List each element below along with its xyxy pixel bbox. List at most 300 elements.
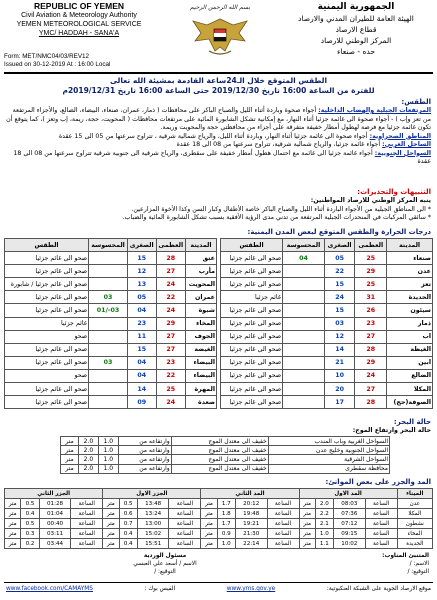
table-row [5, 278, 217, 291]
tide-unit: متر [201, 519, 217, 529]
tide-unit: متر [201, 529, 217, 539]
city-name: الصوفة(حج) [387, 396, 433, 409]
city-name: تعز [387, 278, 433, 291]
header-ar-line4: المركز الوطني للارصاد [320, 36, 392, 45]
tide-unit: متر [299, 509, 315, 519]
tide-time-label: الساعة [267, 519, 299, 529]
header-en-line2: Civil Aviation & Meteorology Authority [21, 12, 137, 19]
emblem [185, 4, 255, 64]
tide-unit: متر [299, 519, 315, 529]
city-name: المهرة [186, 383, 217, 396]
temp-felt [283, 383, 325, 396]
temp-felt [89, 396, 128, 409]
temp-felt [89, 317, 128, 330]
table-row [221, 383, 433, 396]
temp-felt [283, 330, 325, 343]
temp-felt [283, 278, 325, 291]
temps-tables [4, 238, 433, 409]
weather-desc: صحو الى غائم جزئيا [221, 396, 283, 409]
warning-item-fog: * سائقي المركبات في المنحدرات الجبلية المرتفعة من تدني مدى الرؤية الأفقية بسبب تشكل الشابورة المائية والضباب. [122, 214, 431, 221]
temp-low: 05 [127, 291, 156, 304]
tide-height: 0.5 [21, 519, 39, 529]
table-row [5, 369, 217, 382]
temp-high: 29 [355, 265, 387, 278]
temp-low: 22 [324, 265, 355, 278]
table-row [221, 278, 433, 291]
col-weather: الطقس [5, 239, 89, 252]
tide-time: 01:04 [39, 509, 71, 519]
tide-height: 0.7 [119, 519, 137, 529]
temp-felt [89, 252, 128, 265]
tide-col-first-flood: المد الاول [299, 489, 397, 499]
city-name: المخاء [186, 317, 217, 330]
footer-shift [100, 552, 230, 576]
tide-time: 03:44 [39, 539, 71, 549]
city-name: ذمار [387, 317, 433, 330]
temp-low: 13 [127, 278, 156, 291]
table-row [5, 252, 217, 265]
temp-low: 15 [324, 278, 355, 291]
footer-officer [329, 552, 429, 576]
tide-time: 07:12 [334, 519, 366, 529]
tide-time-label: الساعة [267, 539, 299, 549]
website-label: موقع الارصاد الجوية على الشبكة العنكبوتية: [326, 586, 431, 592]
desert-text: أجواء صحوة الى غائمة جزئيا أثناء النهار، وباردة أثناء الليل، والرياح شمالية شرقية ، تتراوح سرعتها من 05 الى 15 عقدة [58, 132, 368, 140]
issued-time: Issued on 30-12-2019 At : 16:00 Local [4, 61, 111, 68]
temps-heading: درجات الحرارة والطقس المتوقع لبعض المدن اليمنية: [247, 228, 431, 236]
header-ar-line2: الهيئة العامة للطيران المدني والارصاد [298, 14, 414, 23]
temp-low: 09 [127, 396, 156, 409]
temp-low: 15 [324, 304, 355, 317]
temp-low: 10 [324, 369, 355, 382]
header-divider [4, 72, 433, 74]
table-row [5, 304, 217, 317]
tide-time-label: الساعة [365, 519, 397, 529]
city-name: عدن [387, 265, 433, 278]
weather-paragraph-highlands [6, 107, 431, 133]
weather-desc: صحو الى غائم جزئيا [221, 278, 283, 291]
west-coast-text: أجواء غائمة جزئيا، والرياح شمالية شرقية، تتراوح سرعتها من 08 الى 18 عقدة [176, 141, 381, 148]
table-row [5, 317, 217, 330]
temp-low: 14 [127, 383, 156, 396]
temp-high: 23 [355, 317, 387, 330]
temp-high: 28 [156, 252, 185, 265]
temp-felt [89, 278, 128, 291]
temp-felt [283, 317, 325, 330]
south-coast-label: السواحل الجنوبية: [374, 149, 431, 157]
tide-time-label: الساعة [267, 499, 299, 509]
temps-table-right [220, 238, 433, 409]
tide-time: 15:02 [137, 529, 169, 539]
tide-time-label: الساعة [71, 519, 103, 529]
temp-felt [283, 343, 325, 356]
temp-felt [283, 369, 325, 382]
col-high: العظمى [355, 239, 387, 252]
wave-to: 2.0 [79, 446, 99, 455]
col-city: المدينة [387, 239, 433, 252]
temp-low: 15 [127, 343, 156, 356]
tide-time: 10:02 [334, 539, 366, 549]
sea-area: السواحل الشرقية [268, 455, 389, 464]
forecast-title-line1: الطقس المتوقع خلال الـ24ساعة القادمة بمشيئة الله تعالى [109, 76, 328, 85]
tide-section [6, 478, 431, 487]
weather-desc: صحو الى غائم جزئيا [5, 252, 89, 265]
city-name: صنعاء [387, 252, 433, 265]
weather-desc: صحو الى غائم جزئيا [5, 356, 89, 369]
temp-felt: 03-/01 [89, 304, 128, 317]
tide-unit: متر [5, 509, 21, 519]
tide-unit: متر [201, 539, 217, 549]
temp-felt [283, 291, 325, 304]
tide-height: 1.0 [315, 529, 333, 539]
wave-height-label: وارتفاعه من [118, 437, 171, 446]
tide-unit: متر [299, 529, 315, 539]
weather-desc: صحو الى غائم جزئيا [5, 304, 89, 317]
table-row [221, 343, 433, 356]
tide-height: 0.2 [21, 539, 39, 549]
table-row [5, 356, 217, 369]
tide-time: 09:15 [334, 529, 366, 539]
wave-from: 1.0 [98, 446, 118, 455]
temp-high: 24 [156, 304, 185, 317]
city-name: اب [387, 330, 433, 343]
wave-from: 1.0 [98, 464, 118, 473]
tide-time: 19:21 [235, 519, 267, 529]
city-name: البيضاء [186, 369, 217, 382]
city-name: عمران [186, 291, 217, 304]
table-row [221, 304, 433, 317]
sea-table [60, 436, 390, 474]
wave-height-label: وارتفاعه من [118, 464, 171, 473]
temp-low: 20 [324, 383, 355, 396]
tide-unit: متر [103, 529, 119, 539]
wave-to: 2.0 [79, 464, 99, 473]
city-name: الغيظة [387, 343, 433, 356]
tide-col-second-ebb: الجزر الثاني [5, 489, 103, 499]
temp-low: 21 [324, 356, 355, 369]
sea-state: خفيف الى معتدل الموج [171, 455, 268, 464]
city-name: البيضاء [186, 356, 217, 369]
tide-unit: متر [201, 499, 217, 509]
tide-height: 1.7 [217, 519, 235, 529]
temps-table-left [4, 238, 217, 409]
temp-high: 27 [355, 383, 387, 396]
tide-unit: متر [5, 519, 21, 529]
weather-desc: غائم جزئيا [221, 291, 283, 304]
warning-item-cold: * الى المناطق الجبلية من الأجواء الباردة أثناء الليل والصباح الباكر خاصة الأطفال وكبار السن وكذا الأخوة المزارعين. [131, 205, 431, 213]
table-row [221, 330, 433, 343]
weather-desc: صحو الى غائم جزئيا [221, 369, 283, 382]
tide-time: 15:51 [137, 539, 169, 549]
tide-height: 2.1 [315, 519, 333, 529]
eagle-emblem-icon [185, 11, 255, 61]
tide-height: 1.1 [315, 539, 333, 549]
tide-height: 0.3 [21, 529, 39, 539]
temp-low: 04 [127, 304, 156, 317]
sea-state: خفيف الى معتدل الموج [171, 464, 268, 473]
temp-high: 27 [156, 343, 185, 356]
sea-section [6, 418, 431, 436]
wave-height-label: وارتفاعه من [118, 455, 171, 464]
tide-time-label: الساعة [267, 509, 299, 519]
tide-time-label: الساعة [365, 539, 397, 549]
temp-high: 25 [156, 383, 185, 396]
weather-desc: صحو [5, 369, 89, 382]
tide-unit: متر [5, 499, 21, 509]
temp-low: 23 [127, 317, 156, 330]
tide-time-label: الساعة [71, 539, 103, 549]
temp-low: 03 [324, 317, 355, 330]
temp-high: 25 [355, 252, 387, 265]
sea-area: محافظة سقطرى [268, 464, 389, 473]
shift-signature: التوقيع: / [154, 569, 176, 575]
temp-high: 26 [355, 304, 387, 317]
temp-low: 15 [127, 252, 156, 265]
tide-time: 22:14 [235, 539, 267, 549]
city-name: المحويت [186, 278, 217, 291]
temp-low: 12 [324, 330, 355, 343]
tide-row [5, 499, 433, 509]
tide-height: 0.6 [119, 509, 137, 519]
weather-desc: صحو [5, 330, 89, 343]
tide-time-label: الساعة [71, 499, 103, 509]
temp-felt: 04 [283, 252, 325, 265]
tide-heading: المد والجزر على بعض الموانئ: [325, 478, 431, 486]
header-arabic [281, 2, 431, 57]
weather-desc: صحو الى غائم جزئيا [5, 396, 89, 409]
temp-felt [283, 396, 325, 409]
table-row [5, 330, 217, 343]
temp-felt [283, 304, 325, 317]
weather-desc: صحو الى غائم جزئيا [5, 265, 89, 278]
temp-low: 04 [127, 356, 156, 369]
wave-to: 2.0 [79, 455, 99, 464]
weather-desc: صحو الى غائم جزئيا [221, 343, 283, 356]
temp-high: 28 [355, 396, 387, 409]
tide-height: 0.5 [119, 499, 137, 509]
warnings-section [6, 188, 431, 223]
temp-felt: 03 [89, 356, 128, 369]
weather-desc: صحو الى غائم جزئيا [5, 291, 89, 304]
officer-signature: التوقيع: / [407, 569, 429, 575]
weather-paragraph-south-coast [6, 150, 431, 167]
wave-height-label: وارتفاعه من [118, 446, 171, 455]
footer-links [6, 585, 431, 593]
temp-high: 27 [156, 265, 185, 278]
temp-felt [89, 330, 128, 343]
weather-section [6, 98, 431, 167]
highlands-label: المرتفعات الجبلية والهضاب الداخلية: [318, 107, 431, 114]
temp-high: 24 [355, 369, 387, 382]
tide-time: 13:00 [137, 519, 169, 529]
table-row [221, 265, 433, 278]
temp-high: 25 [355, 278, 387, 291]
sea-row [61, 446, 390, 455]
tide-time: 07:36 [334, 509, 366, 519]
city-name: المكلا [387, 383, 433, 396]
temp-felt: 03 [89, 291, 128, 304]
tide-col-second-flood: المد الثاني [201, 489, 299, 499]
temp-high: 29 [156, 317, 185, 330]
col-city: المدينة [186, 239, 217, 252]
officer-name: الاسم: / [409, 561, 429, 567]
wave-unit: متر [61, 437, 79, 446]
tide-height: 0.9 [217, 529, 235, 539]
weather-paragraph-west-coast [6, 141, 431, 150]
table-row [5, 383, 217, 396]
header-en-line3: YEMEN METEOROLOGICAL SERVICE [16, 21, 142, 28]
weather-desc: صحو الى غائم جزئيا [221, 356, 283, 369]
tide-time: 01:28 [39, 499, 71, 509]
sea-state: خفيف الى معتدل الموج [171, 437, 268, 446]
col-weather: الطقس [221, 239, 283, 252]
table-row [221, 317, 433, 330]
facebook-link[interactable]: www.facebook.com/CAMAYMS [6, 586, 93, 592]
header-ar-line5: حده - صنعاء [336, 47, 376, 56]
weather-desc: غائم جزئيا [5, 317, 89, 330]
temp-high: 31 [355, 291, 387, 304]
table-row [5, 396, 217, 409]
warnings-heading: التنبيهات والتحذيرات: [357, 188, 431, 196]
wave-to: 2.0 [79, 437, 99, 446]
tide-unit: متر [103, 519, 119, 529]
tide-unit: متر [201, 509, 217, 519]
wave-unit: متر [61, 455, 79, 464]
tide-unit: متر [5, 539, 21, 549]
header-en-line4: YMC/ HADDAH - SANA'A [38, 30, 120, 37]
tide-height: 1.0 [217, 539, 235, 549]
wave-from: 1.0 [98, 455, 118, 464]
wave-unit: متر [61, 464, 79, 473]
temp-low: 12 [127, 265, 156, 278]
temp-low: 05 [324, 252, 355, 265]
tide-time-label: الساعة [365, 499, 397, 509]
temp-high: 23 [156, 356, 185, 369]
tide-time: 20:12 [235, 499, 267, 509]
col-high: العظمى [156, 239, 185, 252]
temp-low: 24 [324, 291, 355, 304]
tide-row [5, 519, 433, 529]
wave-unit: متر [61, 446, 79, 455]
south-coast-text: أجواء غائمة جزئيا الى غائمة مع احتمال هطول أمطار خفيفة على سقطرى، والرياح شرقية الى جنوبية شرقية تتراوح سرعتها من 08 الى 18 عقدة [13, 149, 431, 165]
tide-time-label: الساعة [267, 529, 299, 539]
city-name: سيئون [387, 304, 433, 317]
tide-col-first-ebb: الجزر الاول [103, 489, 201, 499]
temp-low: 11 [127, 330, 156, 343]
tide-time-label: الساعة [169, 509, 201, 519]
tide-time: 00:40 [39, 519, 71, 529]
sea-area: السواحل الغربية وباب المندب [268, 437, 389, 446]
tide-port: المكلا [397, 509, 432, 519]
sea-subheading: حالة البحر وارتفاع الموج: [352, 427, 431, 434]
west-coast-label: الساحل الغربي: [382, 141, 431, 148]
city-name: شبوة [186, 304, 217, 317]
tide-time: 13:48 [137, 499, 169, 509]
temp-low: 14 [324, 343, 355, 356]
weather-desc: صحو الى غائم جزئيا [221, 317, 283, 330]
wave-from: 1.0 [98, 437, 118, 446]
sea-row [61, 464, 390, 473]
tide-unit: متر [103, 539, 119, 549]
tide-port: المخاء [397, 529, 432, 539]
form-number: Form: MET/NMC04/03/REV12 [4, 53, 90, 60]
tide-time-label: الساعة [71, 509, 103, 519]
city-name: الغيضة [186, 343, 217, 356]
temp-high: 24 [156, 278, 185, 291]
city-name: عتق [186, 252, 217, 265]
highlands-text: أجواء صحوة وباردة أثناء الليل والصباح الباكر على محافظات ( ذمار، عمران، صنعاء، البيضاء، الضالع، والأجزاء المرتفعة من تعز وإب ) - أجواء صحوة الى غائمة جزئيا أثناء النهار، مع إمكانية تشكل الشابورة المائية على مرتفعات محافظات ( المحويت، حجة، ريمة، إب وتعز )، كما يتوقع أن تكون غائمة جزئيا مع فرصة لهطول أمطار خفيفة متفرقة على أجزاء من محافظتي حجة والمحويت وريمة. [6, 107, 431, 131]
weather-desc: صحو الى غائم جزئيا [221, 265, 283, 278]
weather-desc: صحو الى غائم جزئيا / شابورة [5, 278, 89, 291]
tide-height: 0.4 [119, 529, 137, 539]
temp-felt [89, 343, 128, 356]
tide-time-label: الساعة [71, 529, 103, 539]
tide-port: عدن [397, 499, 432, 509]
website-link[interactable]: www.yms.gov.ye [226, 586, 276, 592]
shift-name: الاسم / أسعد علي العبسي [133, 561, 197, 567]
city-name: الضالع [387, 369, 433, 382]
table-row [5, 265, 217, 278]
tide-time-label: الساعة [169, 499, 201, 509]
city-name: صعدة [186, 396, 217, 409]
col-rain: المحسوسة [89, 239, 128, 252]
officer-label: المتنبئ المناوب: [382, 553, 429, 559]
tide-unit: متر [299, 539, 315, 549]
city-name: مأرب [186, 265, 217, 278]
tide-row [5, 529, 433, 539]
temp-high: 27 [156, 330, 185, 343]
temp-felt [89, 265, 128, 278]
tide-port: نشطون [397, 519, 432, 529]
table-row [221, 396, 433, 409]
col-low: الصغرى [127, 239, 156, 252]
table-row [221, 356, 433, 369]
tide-time-label: الساعة [169, 539, 201, 549]
tide-height: 2.0 [315, 499, 333, 509]
temp-high: 28 [355, 343, 387, 356]
tide-height: 0.4 [119, 539, 137, 549]
header-ar-line3: قطاع الارصاد [335, 25, 377, 34]
footer-divider [4, 582, 433, 583]
sea-state: خفيف الى معتدل الموج [171, 446, 268, 455]
forecast-title-line2: للفترة من الساعة 16:00 تاريخ 2019/12/30 حتى الساعة 16:00 تاريخ 2019/12/31م [62, 86, 375, 95]
tide-row [5, 539, 433, 549]
warnings-intro: ينبه المركز الوطني للارصاد المواطنين: [310, 197, 431, 204]
temp-high: 24 [156, 396, 185, 409]
tide-unit: متر [5, 529, 21, 539]
weather-desc: صحو الى غائم جزئيا [5, 343, 89, 356]
temp-felt [89, 369, 128, 382]
temp-high: 27 [355, 330, 387, 343]
weather-paragraph-desert [6, 133, 431, 142]
forecast-title [0, 76, 437, 96]
tide-time: 03:11 [39, 529, 71, 539]
weather-desc: صحو الى غائم جزئيا [221, 330, 283, 343]
tide-height: 1.7 [217, 499, 235, 509]
tide-time-label: الساعة [169, 529, 201, 539]
tide-height: 0.5 [21, 499, 39, 509]
basmala-calligraphy: بسم الله الرحمن الرحيم [189, 4, 251, 11]
tide-height: 0.4 [21, 509, 39, 519]
city-name: الحديدة [387, 291, 433, 304]
header-en-line1: REPUBLIC OF YEMEN [33, 1, 125, 11]
col-low: الصغرى [324, 239, 355, 252]
table-row [221, 252, 433, 265]
tide-time: 21:30 [235, 529, 267, 539]
weather-desc: صحو الى غائم جزئيا [221, 304, 283, 317]
header-english [4, 2, 154, 38]
city-name: ابين [387, 356, 433, 369]
